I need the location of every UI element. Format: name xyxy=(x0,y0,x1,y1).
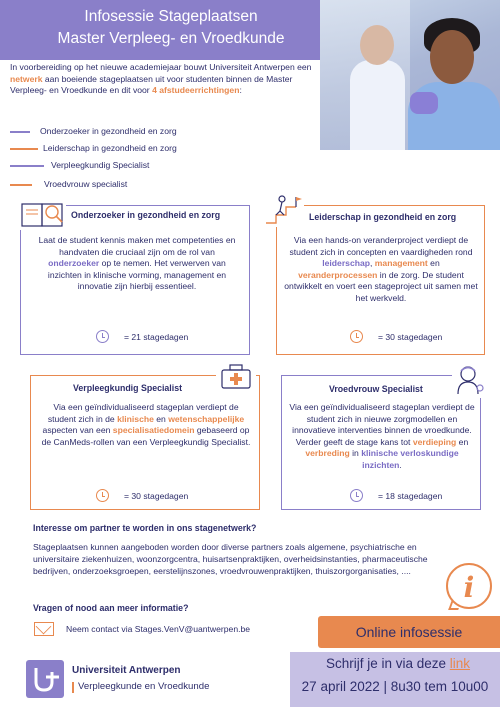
clock-icon xyxy=(350,330,363,343)
event-date: 27 april 2022 | 8u30 tem 10u00 xyxy=(301,679,489,694)
contact-email[interactable]: Neem contact via Stages.VenV@uantwerpen.be xyxy=(66,624,251,634)
direction-bullet-line xyxy=(10,184,32,186)
card-text: . xyxy=(399,459,402,470)
midwife-icon xyxy=(452,362,488,398)
card-title: Onderzoeker in gezondheid en zorg xyxy=(68,210,223,220)
card-days: = 21 stagedagen xyxy=(124,332,189,342)
card-text: op te nemen. Het verwerven van inzichten in klinische vorming, management en innovatie zijn hierbij essentieel. xyxy=(47,258,227,292)
photo-colleague-head xyxy=(360,25,394,65)
photo-glove xyxy=(410,92,438,114)
card-highlight: specialisatiedomein xyxy=(112,425,195,436)
card-text: in de zorg. De student ontwikkelt en voert een stageproject uit samen met het werkveld. xyxy=(284,269,478,303)
card-highlight: onderzoeker xyxy=(48,258,100,269)
card-text: Via een hands-on veranderproject verdiept de student zich in concepten en vaardigheden rond xyxy=(289,235,473,257)
card-highlight: verdieping xyxy=(412,436,457,447)
title-line-2: Master Verpleeg- en Vroedkunde xyxy=(57,30,285,47)
card-text: Via een geïndividualiseerd stageplan verdiept de student zich in de xyxy=(47,402,239,424)
card-text: gebaseerd op de CanMeds-rollen van een Verpleegkundig Specialist. xyxy=(41,425,251,447)
intro-text-3: : xyxy=(239,85,242,96)
info-question: Vragen of nood aan meer informatie? xyxy=(33,603,189,613)
info-glyph: i xyxy=(463,571,475,604)
clock-icon xyxy=(96,330,109,343)
card-body xyxy=(288,402,476,472)
partner-text: Stageplaatsen kunnen aangeboden worden door diverse partners zoals algemene, psychiatrische en universitaire ziekenhuizen, woonzorgcentra, huisartsenpraktijken, overheidsinstanties, pharmaceutische bedrijven, onderzoeksgroepen, eerstelijnszones, vroedvrouwenpraktijken, thuiszorgorganisaties, .... xyxy=(33,542,428,577)
faculty-name: Verpleegkunde en Vroedkunde xyxy=(78,681,210,692)
direction-bullet-line xyxy=(10,148,38,150)
title-line-1: Infosessie Stageplaatsen xyxy=(84,8,258,25)
direction-item xyxy=(0,142,320,154)
direction-label: Verpleegkundig Specialist xyxy=(51,160,150,170)
card-text: aspecten van een xyxy=(42,425,113,436)
partner-question: Interesse om partner te worden in ons stagenetwerk? xyxy=(33,523,257,533)
online-infosessie-button[interactable]: Online infosessie xyxy=(318,616,500,648)
card-highlight: klinische xyxy=(117,413,154,424)
direction-item xyxy=(0,159,320,171)
card-text: , xyxy=(370,258,375,269)
clock-icon xyxy=(350,489,363,502)
intro-highlight-netwerk: netwerk xyxy=(10,73,43,84)
card-days: = 30 stagedagen xyxy=(124,491,189,501)
intro-text-2: aan boeiende stageplaatsen uit voor studenten binnen de Master Verpleeg- en Vroedkunde en dit voor xyxy=(10,73,293,96)
signup-line xyxy=(296,656,500,671)
card-highlight: wetenschappelijke xyxy=(168,413,245,424)
photo-nurse-face xyxy=(430,30,474,84)
info-icon xyxy=(446,563,492,609)
card-text: Via een geïndividualiseerd stageplan verdiept de student zich in nieuwe zorgmodellen en innovatieve interventies binnen de vroedkunde. Verder geeft de stage kans tot xyxy=(289,402,475,447)
leadership-icon xyxy=(262,193,304,227)
mail-icon xyxy=(34,622,54,636)
direction-label: Vroedvrouw specialist xyxy=(44,179,128,189)
intro-paragraph xyxy=(10,62,315,97)
card-highlight: leiderschap xyxy=(322,258,370,269)
photo-colleague-body xyxy=(350,60,405,150)
card-highlight: verbreding xyxy=(305,448,350,459)
logo-accent-bar xyxy=(72,682,74,693)
signup-link[interactable]: link xyxy=(449,656,471,671)
card-title: Verpleegkundig Specialist xyxy=(70,383,185,393)
direction-item xyxy=(0,178,320,190)
card-title: Leiderschap in gezondheid en zorg xyxy=(306,212,459,222)
card-days: = 18 stagedagen xyxy=(378,491,443,501)
medical-kit-icon xyxy=(216,358,256,392)
card-highlight: management xyxy=(374,258,428,269)
page-title xyxy=(0,6,342,50)
card-body xyxy=(34,235,240,293)
card-highlight: klinische verloskundige inzichten xyxy=(361,448,459,470)
nurses-photo xyxy=(320,0,500,150)
direction-item xyxy=(0,125,320,137)
direction-bullet-line xyxy=(10,131,30,133)
card-body xyxy=(40,402,252,448)
card-title: Vroedvrouw Specialist xyxy=(326,384,426,394)
research-icon xyxy=(18,196,66,230)
university-logo xyxy=(26,660,64,698)
card-text: en xyxy=(427,258,440,269)
intro-highlight-richtingen: 4 afstudeerrichtingen xyxy=(152,85,240,96)
card-text: Laat de student kennis maken met competenties en handvaten die cruciaal zijn om de rol van xyxy=(38,235,236,257)
intro-text-1: In voorbereiding op het nieuwe academiejaar bouwt Universiteit Antwerpen een xyxy=(10,62,312,72)
card-body xyxy=(284,235,478,305)
clock-icon xyxy=(96,489,109,502)
direction-label: Leiderschap in gezondheid en zorg xyxy=(43,143,177,153)
university-name: Universiteit Antwerpen xyxy=(72,665,181,676)
direction-bullet-line xyxy=(10,165,44,167)
card-days: = 30 stagedagen xyxy=(378,332,443,342)
direction-label: Onderzoeker in gezondheid en zorg xyxy=(40,126,177,136)
card-highlight: veranderprocessen xyxy=(298,269,378,280)
card-text: en xyxy=(153,413,169,424)
card-text: en xyxy=(456,436,469,447)
card-text: in xyxy=(349,448,362,459)
signup-text: Schrijf je in via deze xyxy=(325,656,450,671)
